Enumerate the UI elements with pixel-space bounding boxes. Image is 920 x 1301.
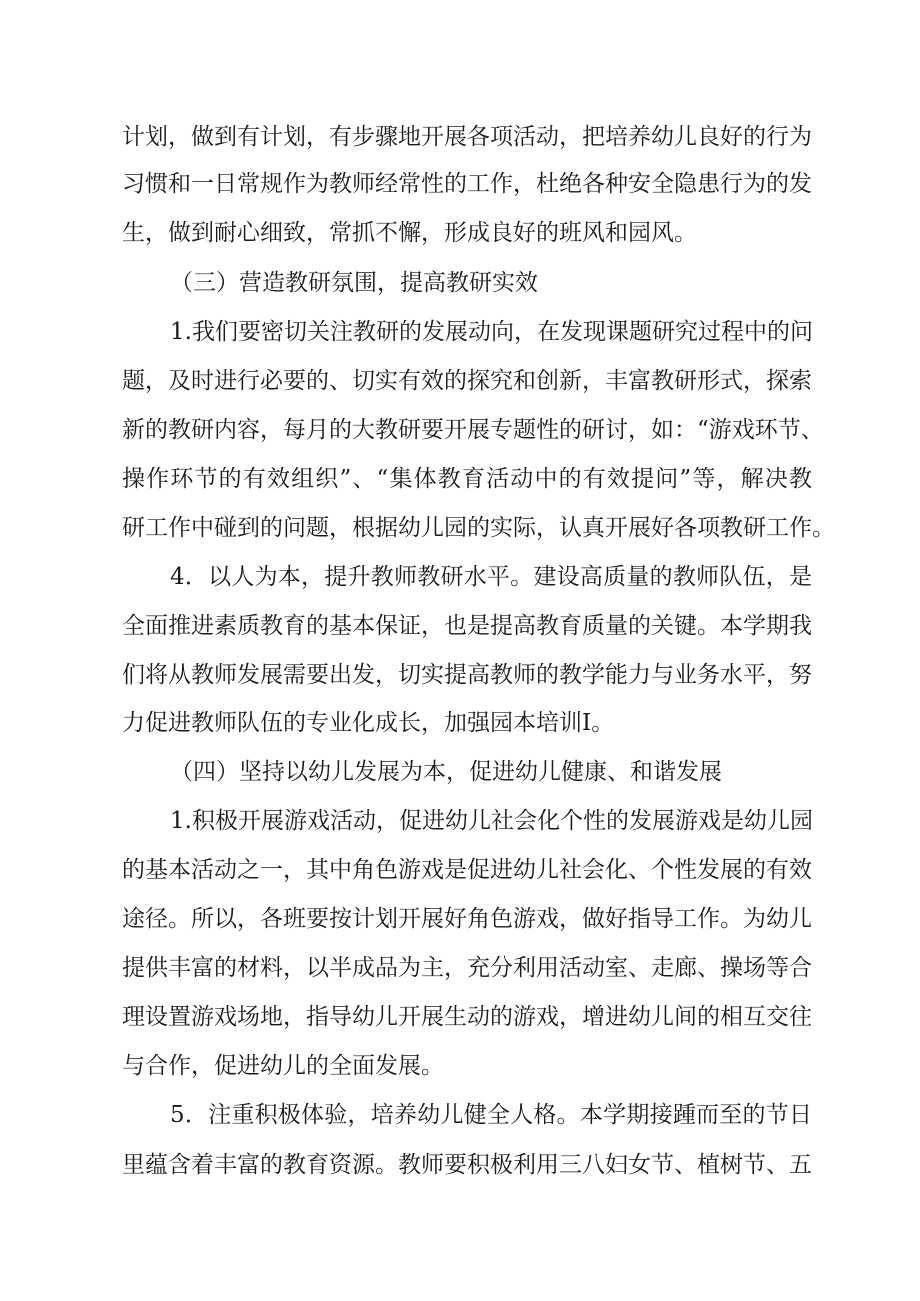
text-line: 理设置游戏场地，指导幼儿开展生动的游戏，增进幼儿间的相互交往 <box>122 1004 812 1030</box>
text-line: 1.积极开展游戏活动，促进幼儿社会化个性的发展游戏是幼儿园 <box>170 808 813 834</box>
section-heading: （三）营造教研氛围，提高教研实效 <box>170 270 538 296</box>
text-line: 题，及时进行必要的、切实有效的探究和创新，丰富教研形式，探索 <box>122 368 812 394</box>
text-line: 提供丰富的材料，以半成品为主，充分利用活动室、走廊、操场等合 <box>122 955 812 981</box>
text-line: 生，做到耐心细致，常抓不懈，形成良好的班风和园风。 <box>122 220 697 246</box>
section-heading: （四）坚持以幼儿发展为本，促进幼儿健康、和谐发展 <box>170 759 722 785</box>
text-line: 里蕴含着丰富的教育资源。教师要积极利用三八妇女节、植树节、五 <box>122 1152 812 1178</box>
text-line: 1.我们要密切关注教研的发展动向，在发现课题研究过程中的问 <box>170 319 813 345</box>
text-line: 计划，做到有计划，有步骤地开展各项活动，把培养幼儿良好的行为 <box>122 124 812 150</box>
text-line: 操作环节的有效组织”、“集体教育活动中的有效提问”等，解决教 <box>122 466 812 492</box>
text-line: 研工作中碰到的问题，根据幼儿园的实际，认真开展好各项教研工作。 <box>122 515 835 541</box>
text-line: 与合作，促进幼儿的全面发展。 <box>122 1053 444 1079</box>
text-line: 全面推进素质教育的基本保证，也是提高教育质量的关键。本学期我 <box>122 613 812 639</box>
text-line: 5．注重积极体验，培养幼儿健全人格。本学期接踵而至的节日 <box>170 1102 812 1128</box>
text-line: 途径。所以，各班要按计划开展好角色游戏，做好指导工作。为幼儿 <box>122 906 812 932</box>
text-line: 新的教研内容，每月的大教研要开展专题性的研讨，如：“游戏环节、 <box>122 417 824 443</box>
text-line: 的基本活动之一，其中角色游戏是促进幼儿社会化、个性发展的有效 <box>122 857 812 883</box>
text-line: 4．以人为本，提升教师教研水平。建设高质量的教师队伍，是 <box>170 564 812 590</box>
text-line: 习惯和一日常规作为教师经常性的工作，杜绝各种安全隐患行为的发 <box>122 171 812 197</box>
text-line: 们将从教师发展需要出发，切实提高教师的教学能力与业务水平，努 <box>122 662 812 688</box>
text-line: 力促进教师队伍的专业化成长，加强园本培训I。 <box>122 710 615 736</box>
